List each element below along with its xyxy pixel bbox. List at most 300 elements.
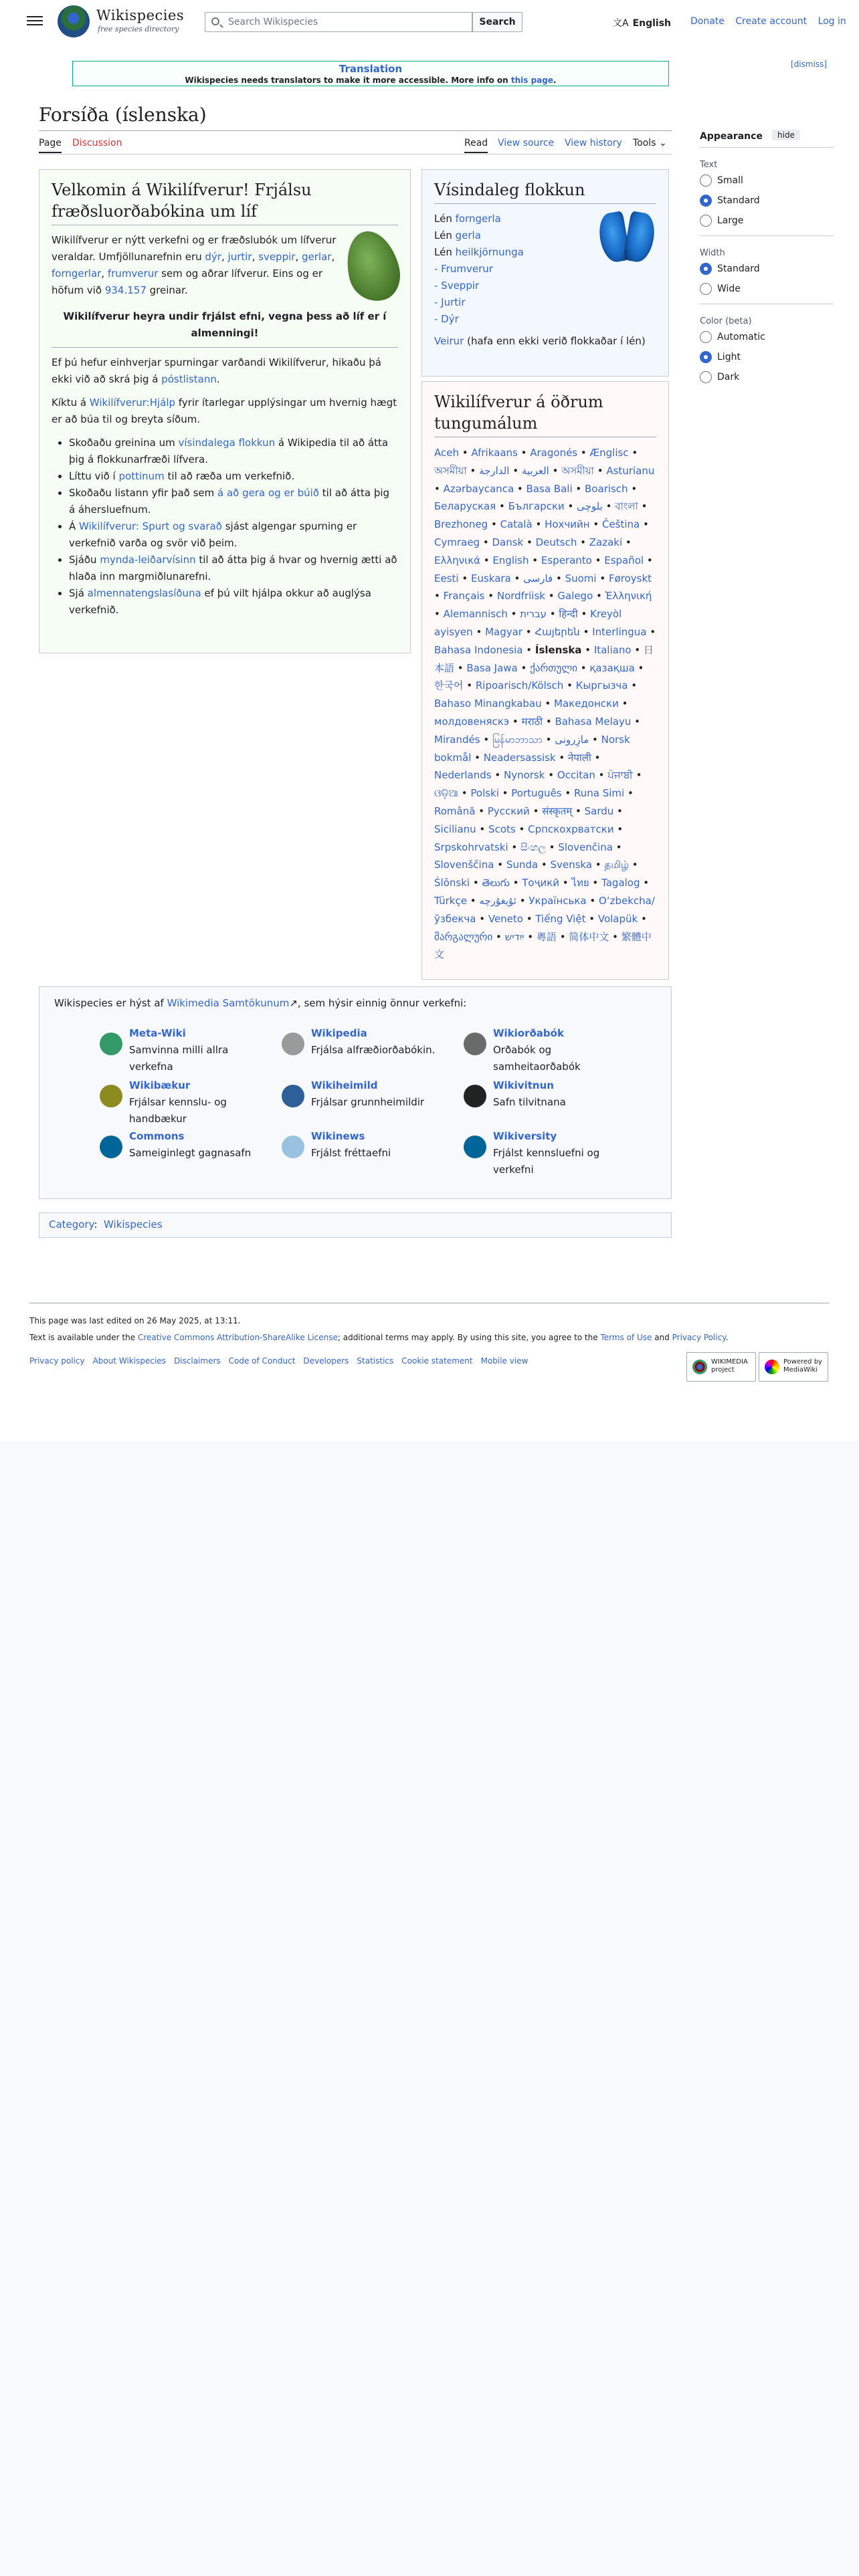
- language-link[interactable]: Føroyskt: [608, 572, 652, 584]
- list-item: [434, 311, 656, 328]
- language-link[interactable]: Srpskohrvatski: [434, 841, 508, 853]
- separator: •: [589, 733, 601, 746]
- language-link[interactable]: ئۇيغۇرچە: [479, 894, 516, 907]
- separator: •: [577, 536, 589, 548]
- sister-intro-a: Wikispecies er hýst af: [54, 997, 167, 1009]
- language-link[interactable]: Interlingua: [592, 625, 647, 638]
- row-prefix: Lén: [434, 246, 456, 258]
- language-link[interactable]: მარგალური: [434, 930, 493, 943]
- site-header: [0, 0, 859, 44]
- list-item: [434, 294, 656, 311]
- language-link[interactable]: ไทย: [571, 877, 589, 889]
- language-link[interactable]: Volapük: [597, 912, 638, 925]
- license-link[interactable]: Creative Commons Attribution-ShareAlike License: [137, 1333, 338, 1342]
- project-name-link[interactable]: Commons: [129, 1130, 185, 1142]
- bullet-text: ef þú vilt hjálpa okkur að auglýsa verkefnið.: [69, 587, 371, 616]
- text-size-label: Text: [700, 160, 718, 170]
- language-link[interactable]: Mirandés: [434, 733, 480, 746]
- welcome-p2: [52, 354, 398, 388]
- radio-button[interactable]: [700, 215, 712, 227]
- language-link[interactable]: қазақша: [589, 661, 635, 674]
- link-forngerlar[interactable]: forngerlar: [52, 267, 102, 280]
- project-name-link[interactable]: Wikipedia: [311, 1027, 367, 1039]
- viruses-link[interactable]: Veirur: [434, 335, 464, 347]
- color-option[interactable]: [700, 328, 834, 346]
- appearance-divider: [700, 147, 834, 148]
- page-tabs: [39, 131, 672, 154]
- link-sveppir[interactable]: sveppir: [258, 251, 296, 263]
- row-link[interactable]: - Frumverur: [434, 263, 493, 275]
- footer-link[interactable]: Privacy policy: [29, 1356, 85, 1366]
- footer-link[interactable]: Code of Conduct: [228, 1356, 296, 1366]
- list-item: [69, 485, 398, 518]
- p2-text-a: Ef þú hefur einhverjar spurningar varðandi Wikilífverur, hikaðu þá ekki við að skrá þig á: [52, 356, 381, 385]
- language-link[interactable]: العربية: [521, 464, 549, 477]
- language-link[interactable]: 繁體中文: [434, 930, 652, 961]
- separator: •: [631, 715, 640, 728]
- separator: •: [596, 572, 609, 584]
- language-link[interactable]: Français: [443, 590, 485, 603]
- external-link-icon: ↗: [289, 997, 298, 1009]
- separator: •: [586, 894, 599, 907]
- language-link[interactable]: Svenska: [550, 859, 593, 871]
- separator: •: [618, 697, 628, 710]
- bullet-link[interactable]: vísindalega flokkun: [178, 437, 276, 449]
- license-b: ; additional terms may apply. By using this site, you agree to the: [337, 1333, 601, 1342]
- list-item: [69, 435, 398, 468]
- tab-view-source[interactable]: View source: [498, 138, 555, 148]
- search-button[interactable]: Search: [472, 12, 522, 32]
- language-link[interactable]: 한국어: [434, 679, 464, 692]
- project-name-link[interactable]: Wikiversity: [493, 1130, 557, 1142]
- separator: •: [541, 697, 555, 710]
- row-link[interactable]: forngerla: [455, 213, 501, 225]
- separator: •: [553, 572, 565, 584]
- language-link[interactable]: Occitan: [557, 769, 595, 782]
- language-link[interactable]: Українська: [529, 894, 587, 907]
- separator: •: [524, 930, 537, 943]
- language-link[interactable]: Ελληνικά: [434, 554, 480, 566]
- intro-text-1: Wikilífverur er nýtt verkefni og er fræðslubók um lífverur veraldar. Umfjöllunarefnin eru: [52, 234, 337, 263]
- project-logo-icon[interactable]: [464, 1085, 486, 1107]
- language-link[interactable]: Polski: [470, 787, 499, 800]
- separator: •: [458, 572, 471, 584]
- project-name-link[interactable]: Wikivitnun: [493, 1079, 554, 1091]
- language-link[interactable]: Zazaki: [589, 536, 623, 548]
- language-link[interactable]: Ἑλληνική: [605, 590, 652, 603]
- link-frumverur[interactable]: frumverur: [107, 267, 159, 280]
- butterfly-image[interactable]: [599, 213, 655, 266]
- row-link[interactable]: - Sveppir: [434, 280, 480, 292]
- language-link[interactable]: বাংলা: [615, 500, 638, 513]
- language-link[interactable]: Ænglisc: [589, 447, 629, 459]
- language-link[interactable]: Asturianu: [606, 464, 655, 477]
- language-link[interactable]: Nordfriisk: [496, 590, 545, 603]
- tab-discussion[interactable]: Discussion: [72, 138, 122, 148]
- radio-button[interactable]: [700, 283, 712, 295]
- p2-text-b: .: [216, 373, 220, 385]
- language-link[interactable]: молдовеняскэ: [434, 715, 510, 728]
- language-link[interactable]: Македонски: [554, 697, 619, 710]
- tab-tools[interactable]: [633, 138, 667, 148]
- language-link[interactable]: Afrikaans: [471, 447, 518, 459]
- language-link[interactable]: ଓଡ଼ିଆ: [434, 787, 458, 800]
- footer-link[interactable]: About Wikispecies: [92, 1356, 166, 1366]
- bullet-link[interactable]: almennatengslasíðuna: [87, 587, 201, 599]
- terms-link[interactable]: Terms of Use: [600, 1333, 652, 1342]
- language-link[interactable]: Scots: [488, 823, 516, 835]
- row-link[interactable]: - Dýr: [434, 313, 459, 325]
- article-count-link[interactable]: 934.157: [104, 284, 147, 296]
- separator: •: [628, 447, 638, 459]
- language-link[interactable]: Tagalog: [601, 877, 640, 889]
- language-link[interactable]: Română: [434, 804, 476, 817]
- language-link[interactable]: Tiếng Việt: [535, 912, 586, 925]
- separator: •: [592, 859, 605, 871]
- create-account-link[interactable]: Create account: [735, 16, 807, 27]
- language-link[interactable]: हिन्दी: [559, 608, 578, 621]
- language-link[interactable]: Cymraeg: [434, 536, 480, 548]
- tab-read[interactable]: Read: [464, 138, 488, 153]
- main-menu-icon[interactable]: [27, 13, 43, 29]
- project-name-link[interactable]: Wikiorðabók: [493, 1027, 564, 1039]
- language-link[interactable]: Հայերեն: [535, 625, 580, 638]
- language-link[interactable]: English: [492, 554, 529, 566]
- language-link[interactable]: Dansk: [492, 536, 524, 548]
- language-link[interactable]: ਪੰਜਾਬੀ: [607, 769, 633, 782]
- separator: •: [564, 500, 577, 513]
- separator: •: [628, 482, 638, 495]
- project-name-link[interactable]: Wikiheimild: [311, 1079, 378, 1091]
- language-link[interactable]: Oʻzbekcha/ўзбекча: [434, 894, 655, 925]
- bullet-link[interactable]: mynda-leiðarvísinn: [100, 554, 196, 566]
- separator: •: [628, 679, 638, 692]
- language-link[interactable]: Español: [604, 554, 644, 566]
- bullet-text: til að ræða um verkefnið.: [164, 470, 295, 482]
- classification-box: [421, 169, 669, 377]
- separator: •: [577, 661, 590, 674]
- language-label: English: [632, 18, 672, 29]
- project-desc: Samvinna milli allra verkefna: [129, 1044, 229, 1073]
- row-link[interactable]: heilkjörnunga: [455, 246, 524, 258]
- footer-link[interactable]: Statistics: [357, 1356, 394, 1366]
- languages-list: [434, 444, 656, 964]
- language-link[interactable]: Српскохрватски: [528, 823, 614, 835]
- bullet-text: til að átta þig á áhersluefnum.: [69, 487, 390, 516]
- separator: •: [494, 859, 506, 871]
- width-option[interactable]: [700, 259, 834, 278]
- separator: •: [561, 787, 575, 800]
- radio-button[interactable]: [700, 175, 712, 187]
- language-link[interactable]: فارسی: [523, 572, 553, 584]
- welcome-p3: [52, 395, 398, 428]
- language-link[interactable]: Čeština: [601, 518, 640, 531]
- language-link[interactable]: Türkçe: [434, 894, 467, 907]
- language-link[interactable]: Suomi: [565, 572, 597, 584]
- radio-button[interactable]: [700, 371, 712, 383]
- project-logo-icon[interactable]: [100, 1136, 122, 1158]
- text-size-option[interactable]: [700, 171, 834, 190]
- project-logo-icon[interactable]: [100, 1085, 122, 1107]
- wordmark[interactable]: Wikispecies: [96, 7, 185, 23]
- option-label: Automatic: [717, 332, 765, 342]
- option-label: Dark: [717, 372, 740, 383]
- separator: •: [509, 877, 522, 889]
- separator: •: [609, 930, 622, 943]
- bullet-text: Líttu við í: [69, 470, 119, 482]
- text-size-option[interactable]: [700, 191, 834, 210]
- language-link[interactable]: Bahasa Indonesia: [434, 643, 523, 656]
- row-prefix: Lén: [434, 213, 456, 225]
- language-link[interactable]: မြန်မာဘာသာ: [492, 733, 543, 746]
- language-link[interactable]: संस्कृतम्: [542, 804, 573, 817]
- search-box[interactable]: [205, 12, 472, 32]
- option-label: Wide: [717, 284, 741, 294]
- project-desc: Frjálst fréttaefni: [311, 1147, 391, 1159]
- language-link[interactable]: 粵語: [536, 930, 557, 943]
- project-desc: Frjálsar kennslu- og handbækur: [129, 1096, 227, 1125]
- mailing-list-link[interactable]: póstlistann: [161, 373, 217, 385]
- language-link[interactable]: Português: [511, 787, 562, 800]
- language-link[interactable]: తెలుగు: [482, 877, 510, 889]
- language-link[interactable]: Русский: [487, 804, 530, 817]
- language-link[interactable]: Veneto: [488, 912, 523, 925]
- separator: •: [629, 859, 638, 871]
- language-link[interactable]: Basa Jawa: [466, 661, 518, 674]
- row-link[interactable]: gerla: [455, 229, 481, 241]
- license-a: Text is available under the: [29, 1333, 138, 1342]
- language-button[interactable]: [613, 16, 671, 29]
- language-link[interactable]: بلوچی: [577, 500, 603, 513]
- search-input[interactable]: [227, 15, 468, 29]
- language-link[interactable]: Basa Bali: [526, 482, 573, 495]
- separator: •: [458, 447, 472, 459]
- project-logo-icon[interactable]: [282, 1136, 304, 1158]
- separator: •: [514, 482, 527, 495]
- separator: •: [509, 464, 522, 477]
- welcome-list: [52, 435, 398, 619]
- separator: •: [644, 554, 653, 566]
- language-link[interactable]: 简体中文: [569, 930, 609, 943]
- project-desc: Sameiginlegt gagnasafn: [129, 1147, 252, 1159]
- separator: •: [496, 500, 508, 513]
- welcome-bold: Wikilífverur heyra undir frjálst efni, vegna þess að líf er í almenningi!: [52, 308, 398, 348]
- link-jurtir[interactable]: jurtir: [227, 251, 252, 263]
- wikimedia-badge[interactable]: [686, 1352, 756, 1382]
- login-link[interactable]: Log in: [818, 16, 846, 27]
- list-item: [69, 518, 398, 552]
- tab-tools-label: Tools: [633, 138, 656, 148]
- language-link[interactable]: Norsk bokmål: [434, 733, 630, 764]
- separator: •: [572, 804, 585, 817]
- color-options: [700, 328, 834, 387]
- hide-button[interactable]: hide: [772, 130, 800, 140]
- wikimedia-foundation-link[interactable]: Wikimedia Samtökunum: [167, 997, 290, 1009]
- donate-link[interactable]: Donate: [690, 16, 725, 27]
- bullet-link[interactable]: Wikilífverur: Spurt og svarað: [79, 520, 222, 532]
- radio-button[interactable]: [700, 195, 712, 207]
- language-link[interactable]: Nederlands: [434, 769, 492, 782]
- language-link[interactable]: Euskara: [470, 572, 511, 584]
- language-link[interactable]: Deutsch: [535, 536, 577, 548]
- separator: •: [470, 877, 482, 889]
- language-link[interactable]: Кыргызча: [575, 679, 628, 692]
- separator: •: [591, 751, 601, 764]
- color-option[interactable]: [700, 368, 834, 387]
- option-label: Large: [717, 215, 744, 226]
- tab-page[interactable]: Page: [39, 138, 62, 153]
- wikispecies-logo[interactable]: [58, 5, 90, 37]
- language-link[interactable]: தமிழ்: [604, 859, 630, 871]
- separator: •: [515, 823, 529, 835]
- width-options: [700, 259, 834, 298]
- category-link[interactable]: Wikispecies: [104, 1218, 163, 1230]
- language-link[interactable]: Galego: [557, 590, 593, 603]
- language-link[interactable]: Aceh: [434, 447, 459, 459]
- language-link[interactable]: मराठी: [521, 715, 543, 728]
- separator: •: [507, 608, 520, 621]
- language-link[interactable]: עברית: [520, 608, 547, 621]
- radio-button[interactable]: [700, 331, 712, 343]
- tab-view-history[interactable]: View history: [565, 138, 622, 148]
- dismiss-link[interactable]: [dismiss]: [791, 60, 828, 69]
- separator: •: [529, 804, 543, 817]
- footer-link[interactable]: Disclaimers: [173, 1356, 221, 1366]
- footer-link[interactable]: Developers: [303, 1356, 349, 1366]
- link-gerlar[interactable]: gerlar: [302, 251, 332, 263]
- language-link[interactable]: Нохчийн: [545, 518, 590, 531]
- welcome-heading: Velkomin á Wikilífverur! Frjálsu fræðsluorðabókina um líf: [52, 179, 398, 225]
- sitenotice-text-b: .: [553, 76, 557, 85]
- language-link[interactable]: नेपाली: [568, 751, 591, 764]
- separator: •: [522, 912, 536, 925]
- project-logo-icon[interactable]: [282, 1033, 304, 1055]
- separator: •: [631, 643, 644, 656]
- language-link[interactable]: Български: [508, 500, 565, 513]
- separator: •: [572, 482, 585, 495]
- project-logo-icon[interactable]: [100, 1033, 122, 1055]
- project-logo-icon[interactable]: [282, 1085, 304, 1107]
- separator: •: [624, 787, 634, 800]
- wikimedia-badge-text: WIKIMEDIA project: [711, 1358, 748, 1374]
- footer-link[interactable]: Cookie statement: [401, 1356, 473, 1366]
- language-link[interactable]: Bahasa Melayu: [555, 715, 632, 728]
- language-link[interactable]: Sardu: [584, 804, 614, 817]
- language-link[interactable]: Neadersassisk: [483, 751, 556, 764]
- language-link[interactable]: සිංහල: [520, 841, 546, 853]
- language-link[interactable]: ქართული: [530, 661, 577, 674]
- language-link[interactable]: Alemannisch: [443, 608, 508, 621]
- language-link[interactable]: Ripoarisch/Kölsch: [475, 679, 564, 692]
- category-box: Category: Wikispecies: [39, 1212, 672, 1238]
- project-name-link[interactable]: Wikibækur: [129, 1079, 191, 1091]
- help-link[interactable]: Wikilífverur:Hjálp: [89, 397, 176, 409]
- language-link[interactable]: Italiano: [593, 643, 632, 656]
- link-dyr[interactable]: dýr: [205, 251, 221, 263]
- list-item: [69, 552, 398, 585]
- sitenotice-link[interactable]: this page: [510, 76, 554, 85]
- separator: •: [538, 859, 551, 871]
- language-link[interactable]: الدارجة: [479, 464, 510, 477]
- language-link[interactable]: Runa Simi: [574, 787, 625, 800]
- list-item: [434, 278, 656, 294]
- language-link[interactable]: Brezhoneg: [434, 518, 488, 531]
- language-link[interactable]: Sunda: [506, 859, 539, 871]
- language-link[interactable]: Aragonés: [530, 447, 578, 459]
- project-name-link[interactable]: Meta-Wiki: [129, 1027, 186, 1039]
- language-link[interactable]: ייִדיש: [504, 930, 524, 943]
- mediawiki-badge[interactable]: [759, 1352, 828, 1382]
- list-item: [69, 585, 398, 619]
- bullet-link[interactable]: á að gera og er búið: [217, 487, 320, 499]
- language-link[interactable]: Boarisch: [585, 482, 628, 495]
- category-label-link[interactable]: Category: [49, 1218, 94, 1230]
- option-label: Standard: [717, 195, 760, 206]
- sitenotice-title[interactable]: Translation: [339, 63, 403, 75]
- language-link[interactable]: Nynorsk: [503, 769, 545, 782]
- current-language: Íslenska: [535, 643, 582, 656]
- language-link[interactable]: অসমীয়া: [434, 464, 467, 477]
- project-logo-icon[interactable]: [464, 1136, 486, 1158]
- project-desc: Frjálst kennsluefni og verkefni: [493, 1147, 600, 1176]
- page-title: Forsíða (íslenska): [39, 104, 207, 126]
- language-link[interactable]: Bahaso Minangkabau: [434, 697, 542, 710]
- project-logo-icon[interactable]: [464, 1033, 486, 1055]
- width-option[interactable]: [700, 280, 834, 298]
- color-label: Color (beta): [700, 316, 752, 326]
- separator: •: [646, 625, 656, 638]
- privacy-link[interactable]: Privacy Policy: [672, 1333, 726, 1342]
- language-link[interactable]: 日本語: [434, 643, 654, 674]
- row-link[interactable]: - Jurtir: [434, 296, 466, 308]
- separator: •: [484, 590, 497, 603]
- separator: •: [545, 841, 559, 853]
- separator: •: [613, 823, 624, 835]
- color-option[interactable]: [700, 348, 834, 366]
- language-link[interactable]: Ślōnski: [434, 877, 470, 889]
- language-link[interactable]: Magyar: [485, 625, 522, 638]
- text-size-option[interactable]: [700, 211, 834, 230]
- radio-button[interactable]: [700, 351, 712, 363]
- bullet-text: sjást algengar spurning er verkefnið varða og svör við þeim.: [69, 520, 357, 549]
- license-text: [29, 1333, 729, 1342]
- separator: •: [602, 500, 615, 513]
- language-link[interactable]: Eesti: [434, 572, 459, 584]
- language-link[interactable]: Kreyòl ayisyen: [434, 608, 622, 638]
- footer-link[interactable]: Mobile view: [480, 1356, 529, 1366]
- mediawiki-badge-text: Powered by MediaWiki: [783, 1358, 822, 1374]
- language-link[interactable]: Sicilianu: [434, 823, 476, 835]
- separator: •: [466, 894, 480, 907]
- bullet-link[interactable]: pottinum: [118, 470, 165, 482]
- radio-button[interactable]: [700, 263, 712, 275]
- project-name-link[interactable]: Wikinews: [311, 1130, 365, 1142]
- language-link[interactable]: অসমীয়া: [561, 464, 594, 477]
- viruses-row: [434, 333, 656, 350]
- separator: •: [543, 715, 555, 728]
- language-link[interactable]: Беларуская: [434, 500, 496, 513]
- language-link[interactable]: Slovenščina: [434, 859, 494, 871]
- language-link[interactable]: Slovenčina: [558, 841, 613, 853]
- separator: •: [434, 608, 444, 621]
- separator: •: [492, 930, 505, 943]
- separator: •: [593, 464, 607, 477]
- language-link[interactable]: Català: [500, 518, 533, 531]
- language-link[interactable]: Azərbaycanca: [443, 482, 514, 495]
- language-link[interactable]: مازِرونی: [555, 733, 589, 746]
- language-link[interactable]: Esperanto: [541, 554, 592, 566]
- language-link[interactable]: Тоҷикӣ: [522, 877, 560, 889]
